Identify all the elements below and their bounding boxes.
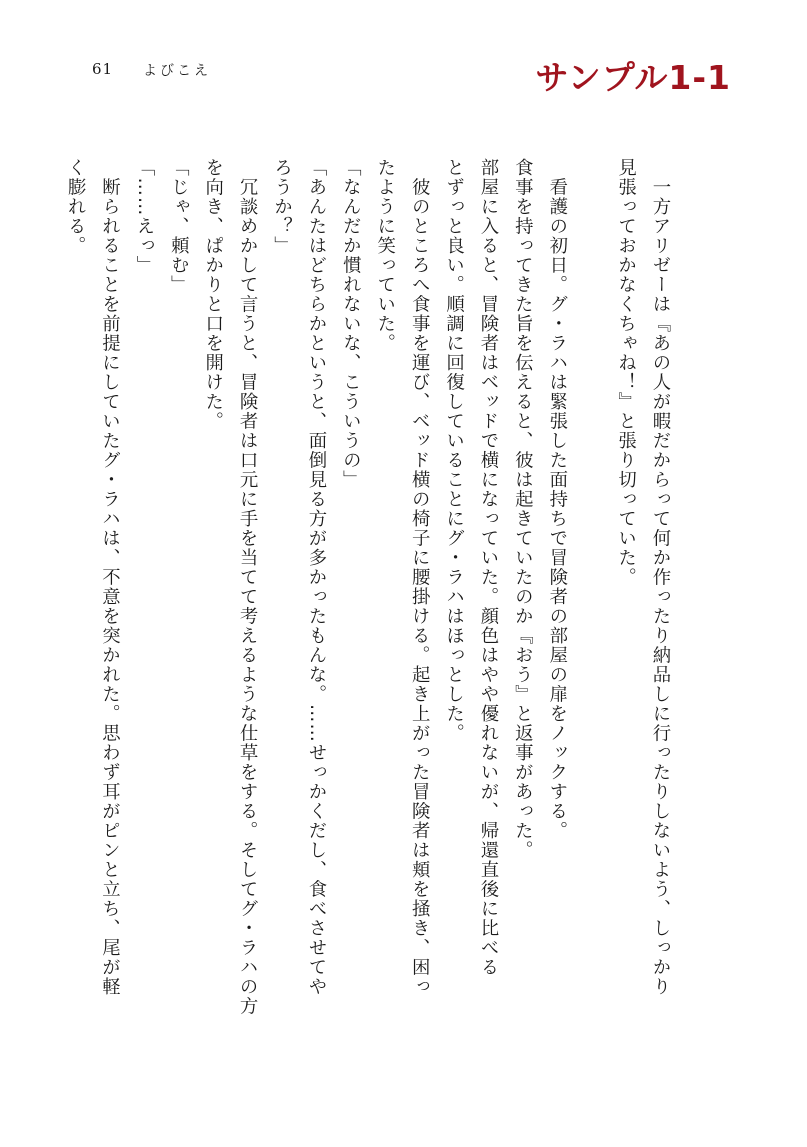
blank-line [574,158,608,1018]
text-line: く膨れる。 [65,158,87,256]
dialogue-line: 「じゃ、頼む」 [168,158,190,295]
text-line: たように笑っていた。 [374,158,396,353]
dialogue-line: 「なんだか慣れないな、こういうの」 [340,158,362,490]
text-line: 断られることを前提にしていたグ・ラハは、不意を突かれた。思わず耳がピンと立ち、尾が軽 [99,158,121,997]
text-line: 食事を持ってきた旨を伝えると、彼は起きていたのか『おう』と返事があった。 [512,158,534,860]
text-line: 部屋に入ると、冒険者はベッドで横になっていた。顔色はやや優れないが、帰還直後に比べる [477,158,499,977]
text-line: とずっと良い。順調に回復していることにグ・ラハはほっとした。 [443,158,465,743]
text-line: 看護の初日。グ・ラハは緊張した面持ちで冒険者の部屋の扉をノックする。 [546,158,568,841]
text-line: 彼のところへ食事を運び、ベッド横の椅子に腰掛ける。起き上がった冒険者は頬を掻き、困っ [409,158,431,997]
text-line: 冗談めかして言うと、冒険者は口元に手を当てて考えるような仕草をする。そしてグ・ラハの方 [237,158,259,1016]
page-number: 61 [92,60,114,78]
sample-label: サンプル1-1 [535,58,731,97]
vertical-body-text [58,158,677,1018]
dialogue-line: 「……えっ」 [133,158,155,275]
dialogue-line: 「あんたはどちらかというと、面倒見る方が多かったもんな。……せっかくだし、食べさせてや [305,158,327,997]
dialogue-line: ろうか？」 [271,158,293,256]
text-line: を向き、ぱかりと口を開けた。 [202,158,224,431]
text-line: 見張っておかなくちゃね！』と張り切っていた。 [615,158,637,587]
running-title: よびこえ [143,63,211,79]
text-line: 一方アリゼーは『あの人が暇だからって何か作ったり納品しに行ったりしないよう、しっかり [650,158,671,997]
